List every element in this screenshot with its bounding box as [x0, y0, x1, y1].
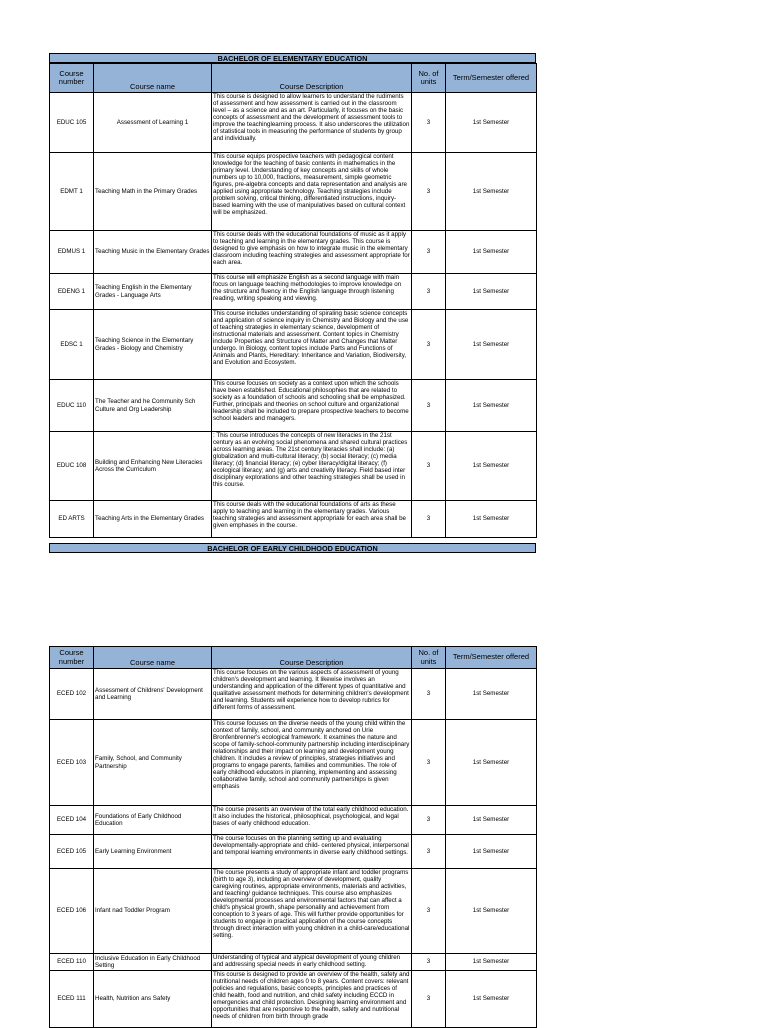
table-row	[50, 153, 537, 231]
beed-section	[49, 53, 536, 553]
course-units: 3	[412, 93, 446, 153]
course-units: 3	[412, 380, 446, 432]
course-description	[212, 310, 412, 380]
course-units: 3	[412, 274, 446, 310]
course-units: 3	[412, 869, 446, 954]
course-name: The Teacher and he Community Sch Culture and Org Leadership	[94, 380, 212, 432]
course-description	[212, 274, 412, 310]
table-row	[50, 835, 537, 869]
course-description	[212, 835, 412, 869]
course-description	[212, 971, 412, 1028]
course-number: EDMT 1	[50, 153, 94, 231]
course-term: 1st Semester	[446, 380, 537, 432]
header-course-description: Course Description	[212, 647, 412, 669]
course-name: Family, School, and Community Partnership	[94, 720, 212, 806]
course-name: Teaching English in the Elementary Grades - Language Arts	[94, 274, 212, 310]
course-term: 1st Semester	[446, 274, 537, 310]
table-row	[50, 869, 537, 954]
course-description	[212, 501, 412, 538]
course-description	[212, 380, 412, 432]
course-term: 1st Semester	[446, 501, 537, 538]
table-row	[50, 954, 537, 971]
course-term: 1st Semester	[446, 720, 537, 806]
course-number: ED ARTS	[50, 501, 94, 538]
course-units: 3	[412, 669, 446, 720]
table-row	[50, 806, 537, 835]
course-description	[212, 806, 412, 835]
beed-course-table	[49, 63, 537, 538]
beced-course-table	[49, 646, 537, 1028]
course-number: EDENG 1	[50, 274, 94, 310]
course-units: 3	[412, 835, 446, 869]
header-course-number: Course number	[50, 64, 94, 93]
course-name: Infant nad Toddler Program	[94, 869, 212, 954]
table-row	[50, 310, 537, 380]
course-description	[212, 720, 412, 806]
course-description	[212, 869, 412, 954]
course-name: Teaching Science in the Elementary Grades - Biology and Chemistry	[94, 310, 212, 380]
table-row	[50, 432, 537, 501]
course-units: 3	[412, 720, 446, 806]
course-number: EDUC 110	[50, 380, 94, 432]
course-term: 1st Semester	[446, 669, 537, 720]
course-term: 1st Semester	[446, 869, 537, 954]
course-description-text: Understanding of typical and atypical development of young children and addressing special needs in early childhood setting.	[213, 954, 401, 969]
course-description-text: This course includes understanding of spiraling basic science concepts and application of science inquiry in Chemistry and Biology and the use of teaching strategies in elementary science, development of instructional materials and assessment. Content topics in Chemistry include Properties and Structure of Matter and Changes that Matter undergo. In Biology, content topics include Parts and Functions of Animals and Plants, Hereditary: Inheritance and Variation, Biodiversity, and Evolution and Ecosystem.	[213, 310, 409, 367]
course-term: 1st Semester	[446, 835, 537, 869]
table-row	[50, 274, 537, 310]
course-description-text: The course focuses on the planning setting up and evaluating developmentally-appropriate and child- centered physical, interpersonal and temporal learning environments in diverse early childhood settings.	[213, 835, 409, 857]
course-term: 1st Semester	[446, 971, 537, 1028]
course-description	[212, 669, 412, 720]
header-course-description: Course Description	[212, 64, 412, 93]
course-number: EDUC 105	[50, 93, 94, 153]
section-title-beced: BACHELOR OF EARLY CHILDHOOD EDUCATION	[49, 543, 536, 553]
course-name: Teaching Music in the Elementary Grades	[94, 231, 212, 274]
course-term: 1st Semester	[446, 310, 537, 380]
course-number: ECED 110	[50, 954, 94, 971]
header-course-number: Course number	[50, 647, 94, 669]
course-description-text: The course presents a study of appropriate infant and toddler programs (birth to age 3), including an overview of development, quality caregiving routines, appropriate environments, materials and activities, and teaching/ guidance techniques. This course also emphasizes developmental processes and environmental factors that can affect a child's physical growth, shape personality and achievement from conception to 3 years of age. This will further provide opportunities for students to engage in practical application of the course concepts through direct interaction with young children in a child-care/educational setting.	[213, 869, 410, 940]
course-units: 3	[412, 432, 446, 501]
table-row	[50, 93, 537, 153]
course-description-text: This course is designed to provide an overview of the health, safety and nutritional needs of children ages 0 to 8 years. Content covers: relevant policies and regulations, basic concepts, principles and practices of child health, food and nutrition, and child safety including ECCD in emergencies and child protection. Designing learning environment and opportunities that are responsive to the health, safety and nutritional needs of children from birth through grade	[213, 971, 410, 1021]
course-name: Teaching Math in the Primary Grades	[94, 153, 212, 231]
course-term: 1st Semester	[446, 153, 537, 231]
course-number: EDMUS 1	[50, 231, 94, 274]
course-description	[212, 153, 412, 231]
course-description-text: This course deals with the educational foundations of music as it apply to teaching and learning in the elementary grades. This course is designed to give emphasis on how to integrate music in the elementary classroom including teaching strategies and assessment appropriate for each area.	[213, 231, 410, 267]
course-name: Assessment of Childrens' Development and Learning	[94, 669, 212, 720]
course-term: 1st Semester	[446, 954, 537, 971]
course-term: 1st Semester	[446, 806, 537, 835]
course-name: Inclusive Education in Early Childhood Setting	[94, 954, 212, 971]
course-number: EDUC 108	[50, 432, 94, 501]
table-row	[50, 669, 537, 720]
table-row	[50, 971, 537, 1028]
beced-section	[49, 646, 536, 1028]
course-units: 3	[412, 954, 446, 971]
table-row	[50, 231, 537, 274]
header-course-name: Course name	[94, 647, 212, 669]
course-units: 3	[412, 501, 446, 538]
header-course-name: Course name	[94, 64, 212, 93]
course-name: Teaching Arts in the Elementary Grades	[94, 501, 212, 538]
course-units: 3	[412, 153, 446, 231]
table-row	[50, 501, 537, 538]
course-units: 3	[412, 971, 446, 1028]
course-description	[212, 93, 412, 153]
table-header-row	[50, 647, 537, 669]
course-description	[212, 231, 412, 274]
course-description-text: This course equips prospective teachers with pedagogical content knowledge for the teaching of basic contents in mathematics in the primary level. Understanding of key concepts and skills of whole numbers up to 10,000, fractions, measurement, simple geometric figures, pre-algebra concepts and data representation and analysis are applied using appropriate technology. Teaching strategies include problem solving, critical thinking, differentiated instructions, inquiry-based learning with the use of manipulatives based on cultural context will be emphasized.	[213, 153, 407, 217]
course-number: ECED 105	[50, 835, 94, 869]
course-number: ECED 103	[50, 720, 94, 806]
course-description-text: This course deals with the educational foundations of arts as these apply to teaching and learning in the elementary grades. Various teaching strategies and assessment appropriate for each area shall be given emphases in the course.	[213, 501, 406, 530]
table-row	[50, 380, 537, 432]
course-name: Early Learning Environment	[94, 835, 212, 869]
course-description-text: This course will emphasize English as a second language with main focus on language teaching methodologies to improve knowledge on the structure and fluency in the English language through listening reading, writing speaking and viewing.	[213, 274, 402, 303]
course-name: Assessment of Learning 1	[94, 93, 212, 153]
course-units: 3	[412, 231, 446, 274]
header-units: No. of units	[412, 647, 446, 669]
course-term: 1st Semester	[446, 231, 537, 274]
table-row	[50, 720, 537, 806]
course-name: Foundations of Early Childhood Education	[94, 806, 212, 835]
header-units: No. of units	[412, 64, 446, 93]
section-title-beed: BACHELOR OF ELEMENTARY EDUCATION	[49, 53, 536, 63]
course-number: ECED 111	[50, 971, 94, 1028]
course-number: EDSC 1	[50, 310, 94, 380]
course-number: ECED 102	[50, 669, 94, 720]
course-name: Health, Nutrition ans Safety	[94, 971, 212, 1028]
course-term: 1st Semester	[446, 432, 537, 501]
course-description-text: The course presents an overview of the total early childhood education. It also includes the historical, philosophical, psychological, and legal bases of early childhood education.	[213, 806, 409, 828]
course-term: 1st Semester	[446, 93, 537, 153]
course-number: ECED 104	[50, 806, 94, 835]
course-description-text: This course focuses on the various aspects of assessment of young children's development and learning. It likewise involves an understanding and application of the different types of quantitative and qualitative assessment methods for determining children's development and learning. Students will experience how to develop rubrics for different forms of assessment.	[213, 669, 409, 712]
course-description-text: This course focuses on the diverse needs of the young child within the context of family, school, and community anchored on Urie Bronfenbrenner's ecological framework. It examines the nature and scope of family-school-community partnership including interdisciplinary relationships and their impact on learning and development young children. It includes a review of principles, strategies initiatives and programs to engage parents, families and communities. The role of early childhood educators in planning, implementing and assessing collaborative family, school and community partnerships is given emphasis	[213, 720, 410, 791]
header-term: Term/Semester offered	[446, 64, 537, 93]
course-description	[212, 432, 412, 501]
course-units: 3	[412, 310, 446, 380]
course-units: 3	[412, 806, 446, 835]
header-term: Term/Semester offered	[446, 647, 537, 669]
table-header-row	[50, 64, 537, 93]
course-description-text: This course is designed to allow learners to understand the rudiments of assessment and how assessment is carried out in the classroom level – as a science and as an art. Particularly, it focuses on the basic concepts of assessment and the development of assessment tools to improve the teachinglearning process. It also underscores the utilization of statistical tools in measuring the performance of students by group and individually.	[213, 93, 410, 143]
course-description-text: : This course introduces the concepts of new literacies in the 21st century as an evolving social phenomena and shared cultural practices across learning areas. The 21st century literacies shall include: (a) globalization and multi-cultural literacy; (b) social literacy; (c) media literacy; (d) financial literacy; (e) cyber literacy/digital literacy; (f) ecological literacy; and (g) arts and creativity literacy. Field based inter disciplinary explorations and other teaching strategies shall be used in this course.	[213, 432, 408, 489]
course-number: ECED 106	[50, 869, 94, 954]
course-description	[212, 954, 412, 971]
course-description-text: This course focuses on society as a context upon which the schools have been established. Educational philosophies that are related to society as a foundation of schools and schooling shall be emphasized. Further, principals and theories on school culture and organizational leadership shall be included to prepare prospective teachers to become school leaders and managers.	[213, 380, 409, 423]
course-name: Building and Enhancing New Literacies Across the Curriculum	[94, 432, 212, 501]
